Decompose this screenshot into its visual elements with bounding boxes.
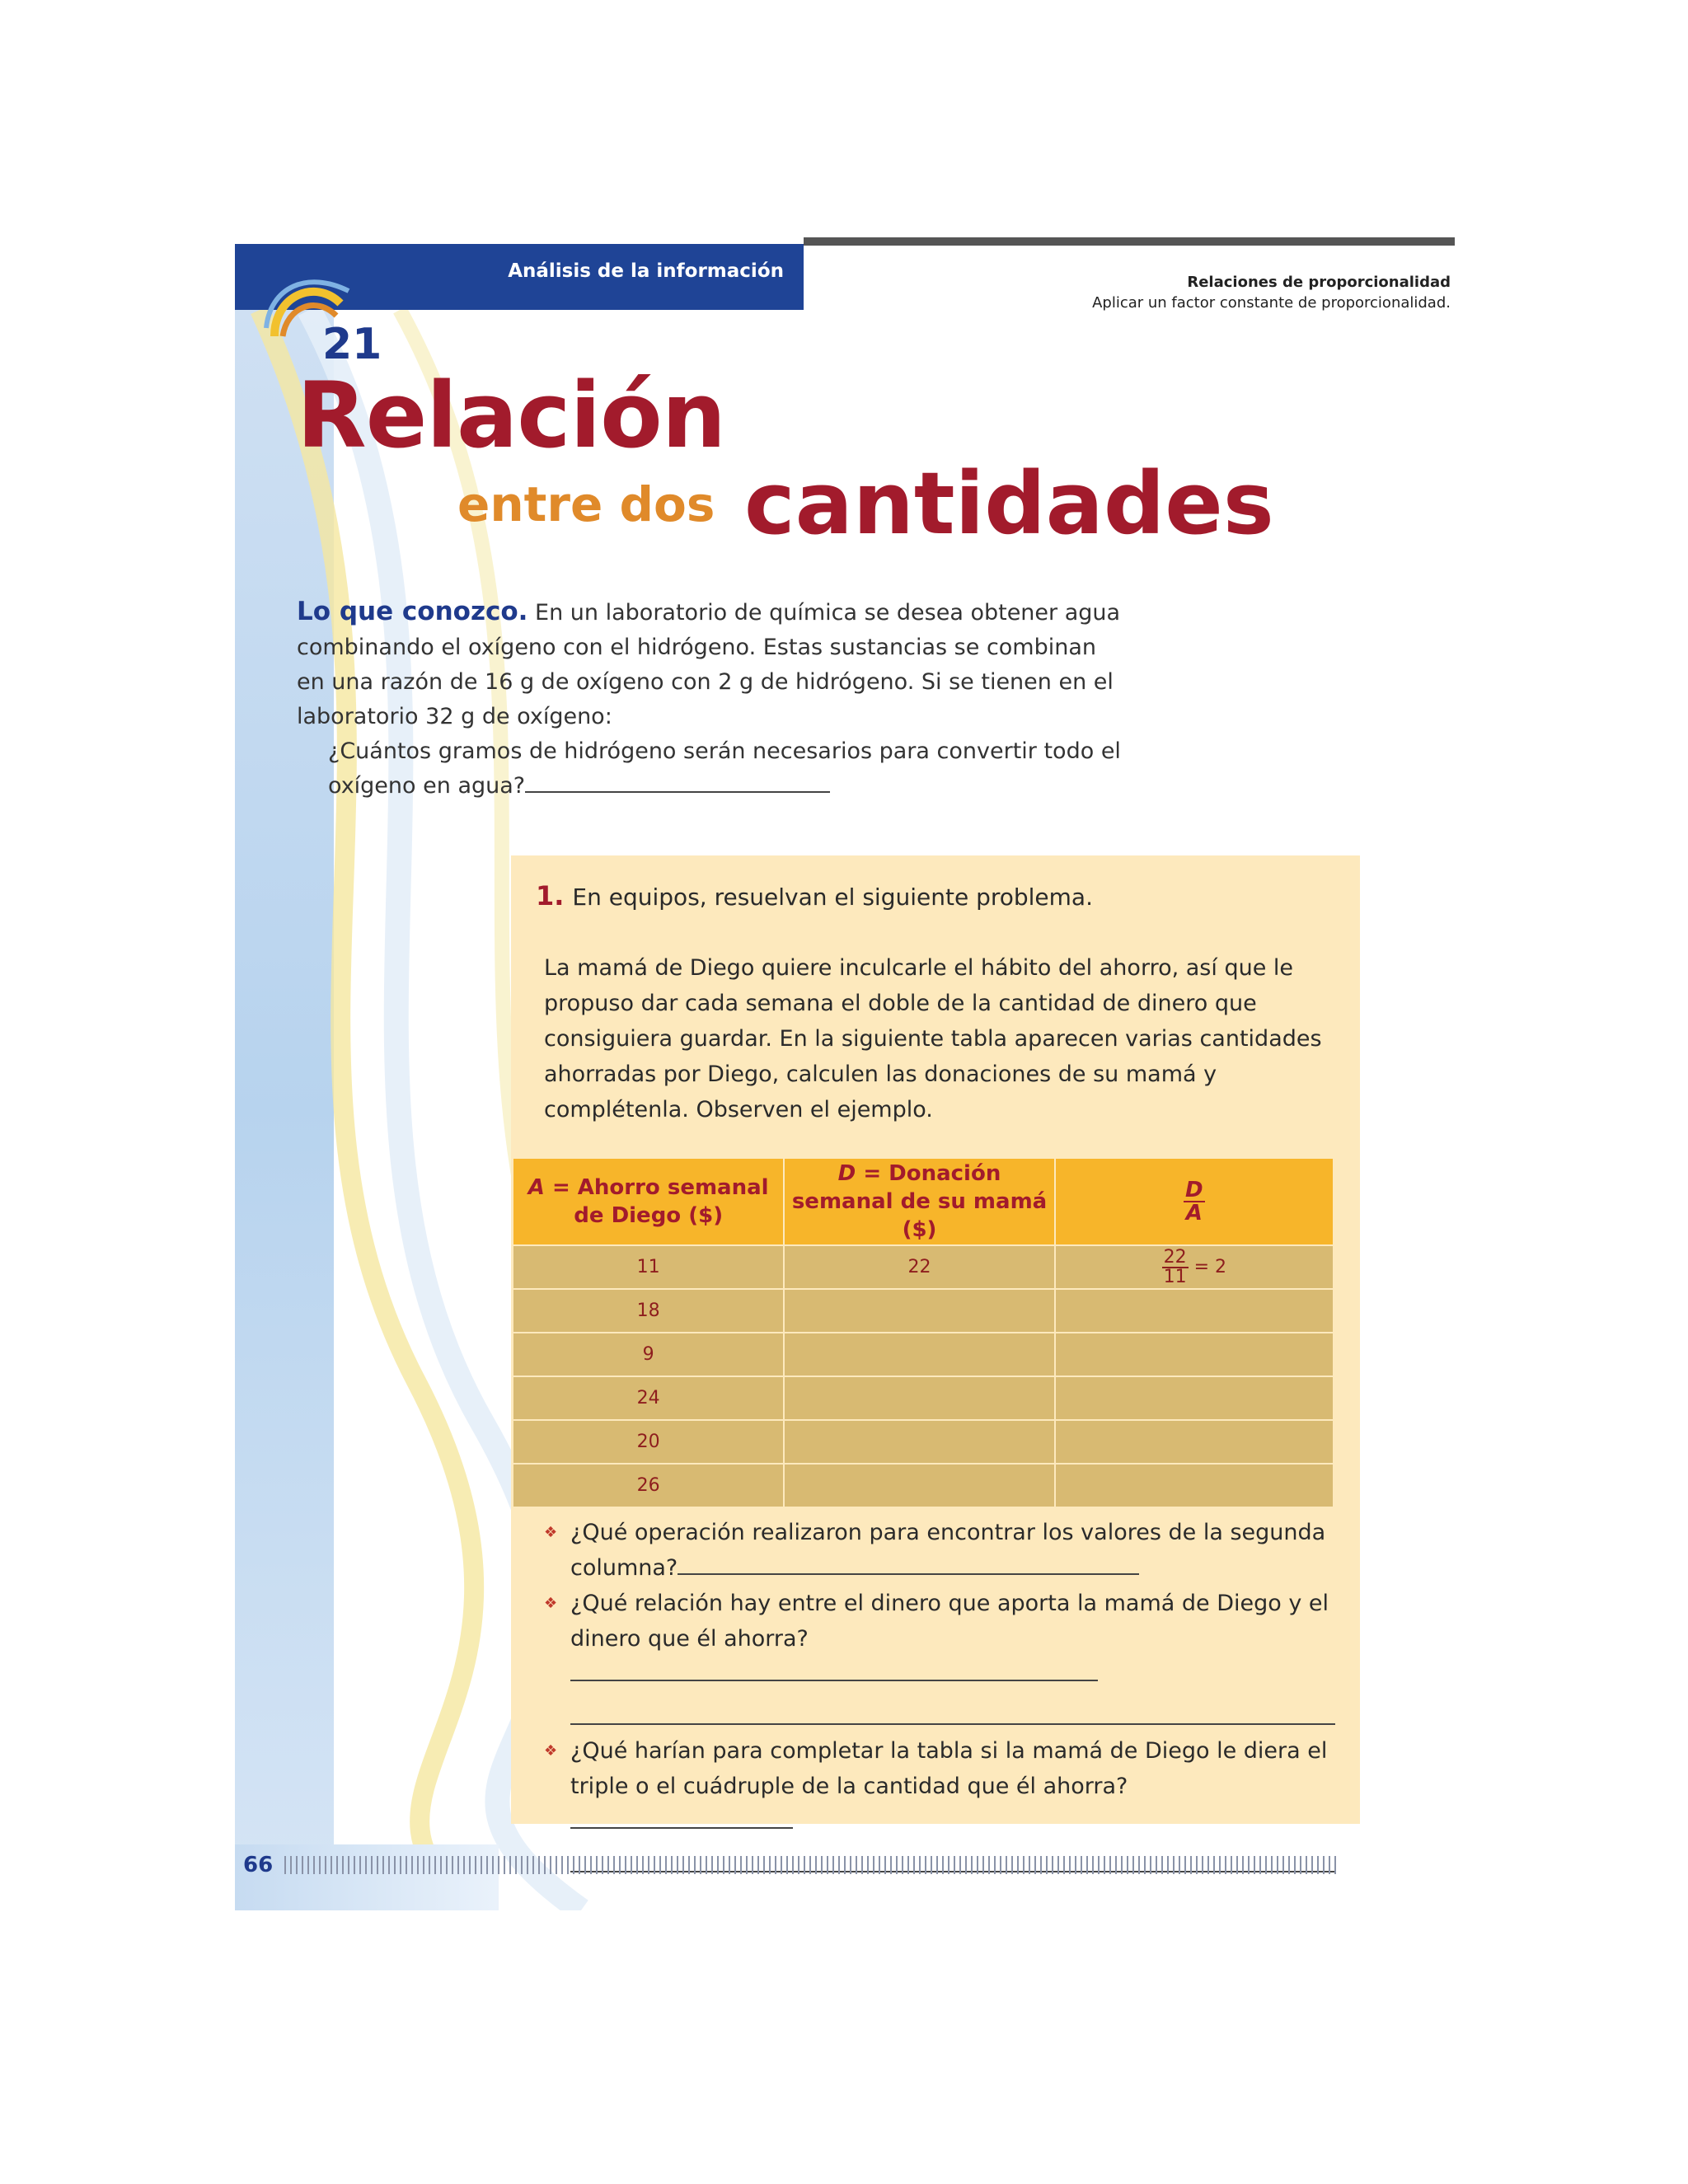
question-text: ¿Qué operación realizaron para encontrar los valores de la segunda columna? <box>570 1520 1326 1581</box>
frac-den: 11 <box>1163 1266 1187 1287</box>
cell-savings: 26 <box>513 1464 784 1507</box>
col-label: = Donación semanal de su mamá ($) <box>791 1161 1048 1242</box>
intro-label: Lo que conozco. <box>297 597 528 626</box>
answer-blank[interactable] <box>570 1806 793 1829</box>
cell-donation[interactable] <box>784 1464 1054 1507</box>
lesson-title-line2b: cantidades <box>744 453 1274 554</box>
cell-ratio[interactable] <box>1055 1464 1334 1507</box>
table-row <box>513 1333 1334 1376</box>
answer-blank[interactable] <box>525 770 830 793</box>
list-item <box>544 1515 1335 1586</box>
cell-savings: 9 <box>513 1333 784 1376</box>
intro-text: En un laboratorio de química se desea obtener agua combinando el oxígeno con el hidrógeno. Estas sustancias se combinan en una razón de 16 g de oxígeno con 2 g de hidrógeno. Si se tienen en el laboratorio 32 g de oxígeno: <box>297 600 1121 729</box>
intro-block <box>297 594 1129 804</box>
frac-den: A <box>1185 1201 1203 1226</box>
list-item <box>544 1733 1335 1872</box>
var-d: D <box>837 1161 856 1186</box>
frac-num: D <box>1185 1178 1203 1202</box>
cell-ratio[interactable] <box>1055 1333 1334 1376</box>
ratio-fraction <box>1184 1179 1205 1224</box>
col-label: = Ahorro semanal de Diego ($) <box>551 1175 769 1228</box>
ratio-fraction <box>1162 1246 1189 1287</box>
page-footer <box>243 1853 1339 1877</box>
table-row <box>513 1289 1334 1333</box>
question-text: ¿Qué relación hay entre el dinero que aporta la mamá de Diego y el dinero que él ahorra? <box>570 1591 1329 1652</box>
answer-line[interactable] <box>570 1692 1335 1725</box>
cell-donation[interactable] <box>784 1289 1054 1333</box>
col-header-savings <box>513 1159 784 1245</box>
footer-ticks <box>284 1856 1339 1874</box>
frac-num: 22 <box>1163 1246 1187 1268</box>
cell-ratio[interactable] <box>1055 1420 1334 1464</box>
cell-savings: 24 <box>513 1376 784 1420</box>
textbook-page <box>235 237 1455 1910</box>
table-row <box>513 1376 1334 1420</box>
intro-question-text: ¿Cuántos gramos de hidrógeno serán necesarios para convertir todo el oxígeno en agua? <box>328 738 1121 799</box>
activity-number: 1. <box>536 880 565 912</box>
cell-ratio[interactable] <box>1055 1245 1334 1289</box>
var-a: A <box>528 1175 545 1200</box>
page-header <box>1092 274 1451 312</box>
intro-question <box>297 734 1129 804</box>
cell-donation[interactable] <box>784 1420 1054 1464</box>
savings-table <box>513 1159 1334 1507</box>
ratio-value: = 2 <box>1193 1256 1227 1277</box>
table-header-row <box>513 1159 1334 1245</box>
page-number: 66 <box>243 1853 274 1877</box>
col-header-donation <box>784 1159 1054 1245</box>
cell-savings: 11 <box>513 1245 784 1289</box>
question-list <box>544 1515 1335 1872</box>
activity-card <box>511 855 1360 1824</box>
problem-text: La mamá de Diego quiere inculcarle el hábito del ahorro, así que le propuso dar cada semana el doble de la cantidad de dinero que consiguiera guardar. En la siguiente tabla aparecen varias cantidades ahorradas por Diego, calculen las donaciones de su mamá y complétenla. Observen el ejemplo. <box>544 955 1322 1122</box>
topic-heading: Relaciones de proporcionalidad <box>1187 274 1451 291</box>
cell-ratio[interactable] <box>1055 1289 1334 1333</box>
table-row <box>513 1420 1334 1464</box>
cell-savings: 18 <box>513 1289 784 1333</box>
top-rule <box>804 237 1455 246</box>
answer-blank[interactable] <box>678 1552 1139 1575</box>
cell-donation[interactable] <box>784 1376 1054 1420</box>
table-row <box>513 1245 1334 1289</box>
cell-donation[interactable] <box>784 1333 1054 1376</box>
activity-title <box>536 880 1093 912</box>
list-item <box>544 1586 1335 1725</box>
question-text: ¿Qué harían para completar la tabla si la mamá de Diego le diera el triple o el cuádruple de la cantidad que él ahorra? <box>570 1738 1328 1799</box>
answer-blank[interactable] <box>570 1658 1098 1681</box>
table-row <box>513 1464 1334 1507</box>
section-tag: Análisis de la información <box>508 260 784 282</box>
cell-donation[interactable]: 22 <box>784 1245 1054 1289</box>
lesson-title-line2a: entre dos <box>457 476 715 532</box>
activity-instruction: En equipos, resuelvan el siguiente problema. <box>572 883 1093 911</box>
learning-goal: Aplicar un factor constante de proporcionalidad. <box>1092 294 1451 312</box>
col-header-ratio <box>1055 1159 1334 1245</box>
cell-ratio[interactable] <box>1055 1376 1334 1420</box>
lesson-title-line1: Relación <box>297 363 726 468</box>
cell-savings: 20 <box>513 1420 784 1464</box>
lesson-number: 21 <box>322 320 382 369</box>
